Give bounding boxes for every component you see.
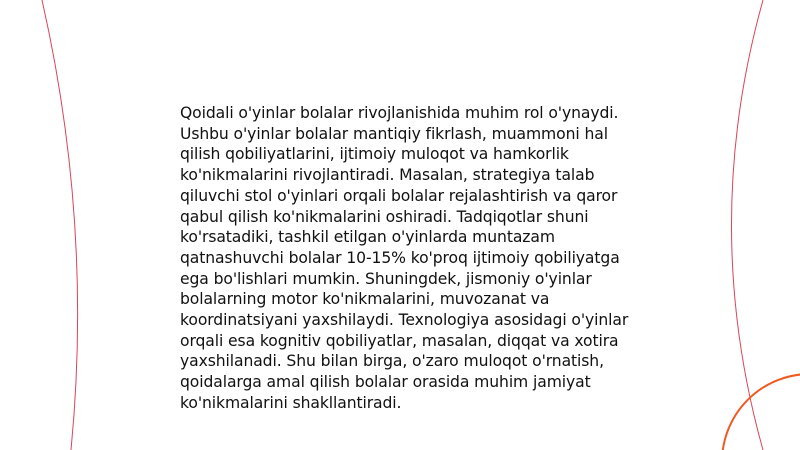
orange-decorative-arc [722, 374, 800, 450]
body-paragraph: Qoidali o'yinlar bolalar rivojlanishida muhim rol o'ynaydi. Ushbu o'yinlar bolalar mantiqiy fikrlash, muammoni hal qilish qobiliyatlarini, ijtimoiy muloqot va hamkorlik ko'nikmalarini rivojlantiradi. Masalan, strategiya talab qiluvchi stol o'yinlari orqali bolalar rejalashtirish va qaror qabul qilish ko'nikmalarini oshiradi. Tadqiqotlar shuni ko'rsatadiki, tashkil etilgan o'yinlarda muntazam qatnashuvchi bolalar 10-15% ko'proq ijtimoiy qobiliyatga ega bo'lishlari mumkin. Shuningdek, jismoniy o'yinlar bolalarning motor ko'nikmalarini, muvozanat va koordinatsiyani yaxshilaydi. Texnologiya asosidagi o'yinlar orqali esa kognitiv qobiliyatlar, masalan, diqqat va xotira yaxshilanadi. Shu bilan birga, o'zaro muloqot o'rnatish, qoidalarga amal qilish bolalar orasida muhim jamiyat ko'nikmalarini shakllantiradi. [180, 104, 629, 412]
left-decorative-curve [42, 0, 78, 450]
right-decorative-curve [732, 0, 764, 450]
